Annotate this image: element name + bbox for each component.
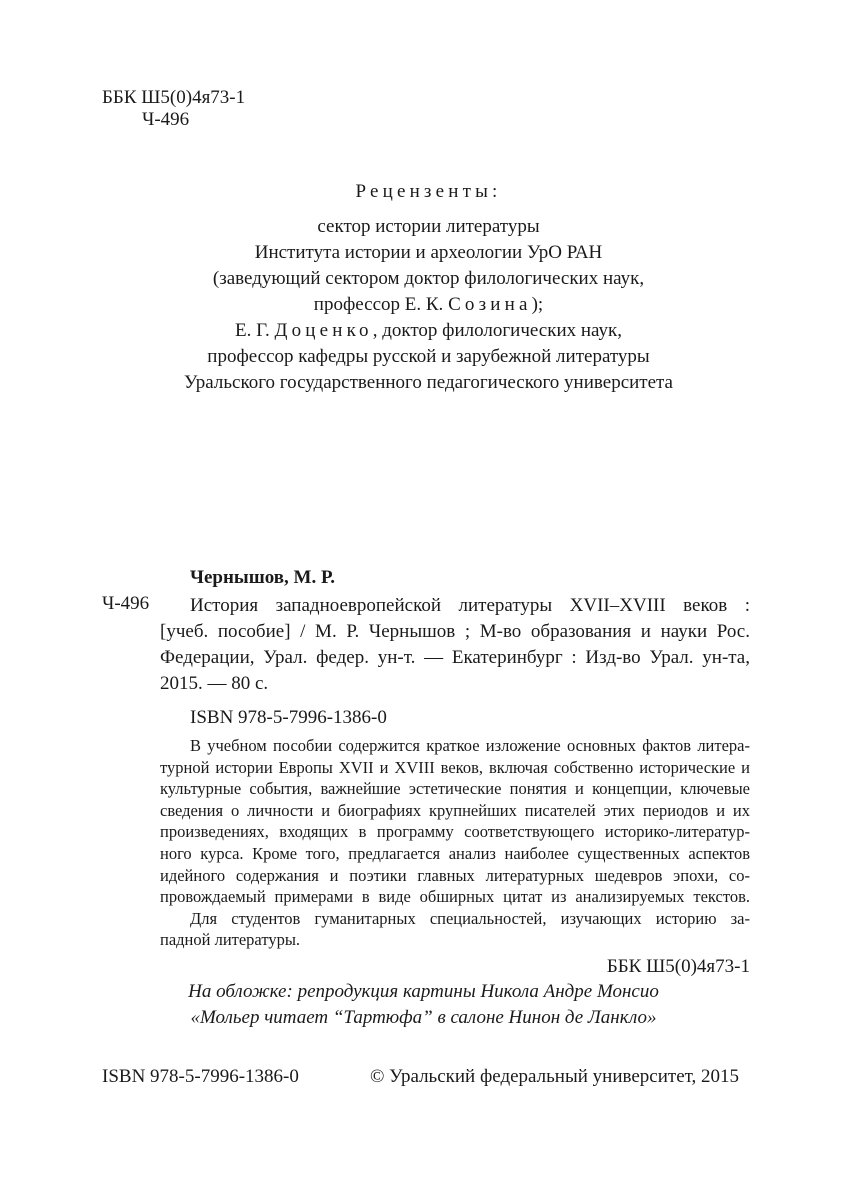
bbk-code: ББК Ш5(0)4я73-1 xyxy=(102,87,246,108)
reviewer-punct: ); xyxy=(531,294,544,315)
reviewer-title-text: профессор Е. К. xyxy=(313,294,444,315)
abstract-line: произведениях, входящих в программу соответствующего историко-литератур- xyxy=(160,822,750,841)
catalog-desc-line: [учеб. пособие] / М. Р. Чернышов ; М-во образования и науки Рос. xyxy=(160,621,750,642)
catalog-desc-line: 2015. — 80 с. xyxy=(160,673,269,694)
cover-note-line: «Мольер читает “Тартюфа” в салоне Нинон де Ланкло» xyxy=(190,1007,657,1028)
reviewer-degree: , доктор филологических наук, xyxy=(372,320,622,341)
reviewer-line: Института истории и археологии УрО РАН xyxy=(254,242,603,263)
reviewer-line: сектор истории литературы xyxy=(317,216,540,237)
reviewer-line: профессор кафедры русской и зарубежной литературы xyxy=(207,346,650,367)
reviewer-line xyxy=(0,293,857,317)
reviewers-title: Рецензенты: xyxy=(355,181,502,202)
audience-line: падной литературы. xyxy=(160,930,301,949)
catalog-index: Ч-496 xyxy=(102,593,150,614)
catalog-bbk: ББК Ш5(0)4я73-1 xyxy=(606,956,750,977)
reviewer-line xyxy=(0,319,857,343)
abstract-line: ного курса. Кроме того, предлагается анализ наиболее существенных аспектов xyxy=(160,844,750,863)
abstract-line: турной истории Европы XVII и XVIII веков, включая собственно исторические и xyxy=(160,758,750,777)
catalog-author: Чернышов, М. Р. xyxy=(190,567,335,588)
cover-note-line: На обложке: репродукция картины Никола Андре Монсио xyxy=(188,981,659,1002)
audience-line: Для студентов гуманитарных специальностей, изучающих историю за- xyxy=(190,909,750,928)
catalog-desc-line: История западноевропейской литературы XVII–XVIII веков : xyxy=(190,595,750,616)
reviewer-line: (заведующий сектором доктор филологических наук, xyxy=(212,268,645,289)
abstract-line: провождаемый примерами в виде обширных цитат из анализируемых текстов. xyxy=(160,887,750,906)
reviewer-initials: Е. Г. xyxy=(235,320,270,341)
abstract-line: сведения о личности и биографиях крупнейших писателей этих периодов и их xyxy=(160,801,750,820)
abstract-line: В учебном пособии содержится краткое изложение основных фактов литера- xyxy=(190,736,750,755)
catalog-isbn: ISBN 978-5-7996-1386-0 xyxy=(190,707,387,728)
footer-copyright: © Уральский федеральный университет, 2015 xyxy=(370,1066,739,1087)
abstract-line: идейного содержания и поэтики главных литературных шедевров эпохи, со- xyxy=(160,866,750,885)
reviewer-name: Доценко xyxy=(274,320,373,341)
author-index-code: Ч-496 xyxy=(142,109,190,130)
abstract-line: культурные события, важнейшие эстетические понятия и концепции, ключевые xyxy=(160,779,750,798)
footer-isbn: ISBN 978-5-7996-1386-0 xyxy=(102,1066,299,1087)
reviewer-line: Уральского государственного педагогического университета xyxy=(183,372,673,393)
catalog-desc-line: Федерации, Урал. федер. ун-т. — Екатеринбург : Изд-во Урал. ун-та, xyxy=(160,647,750,668)
reviewer-name: Созина xyxy=(448,294,532,315)
